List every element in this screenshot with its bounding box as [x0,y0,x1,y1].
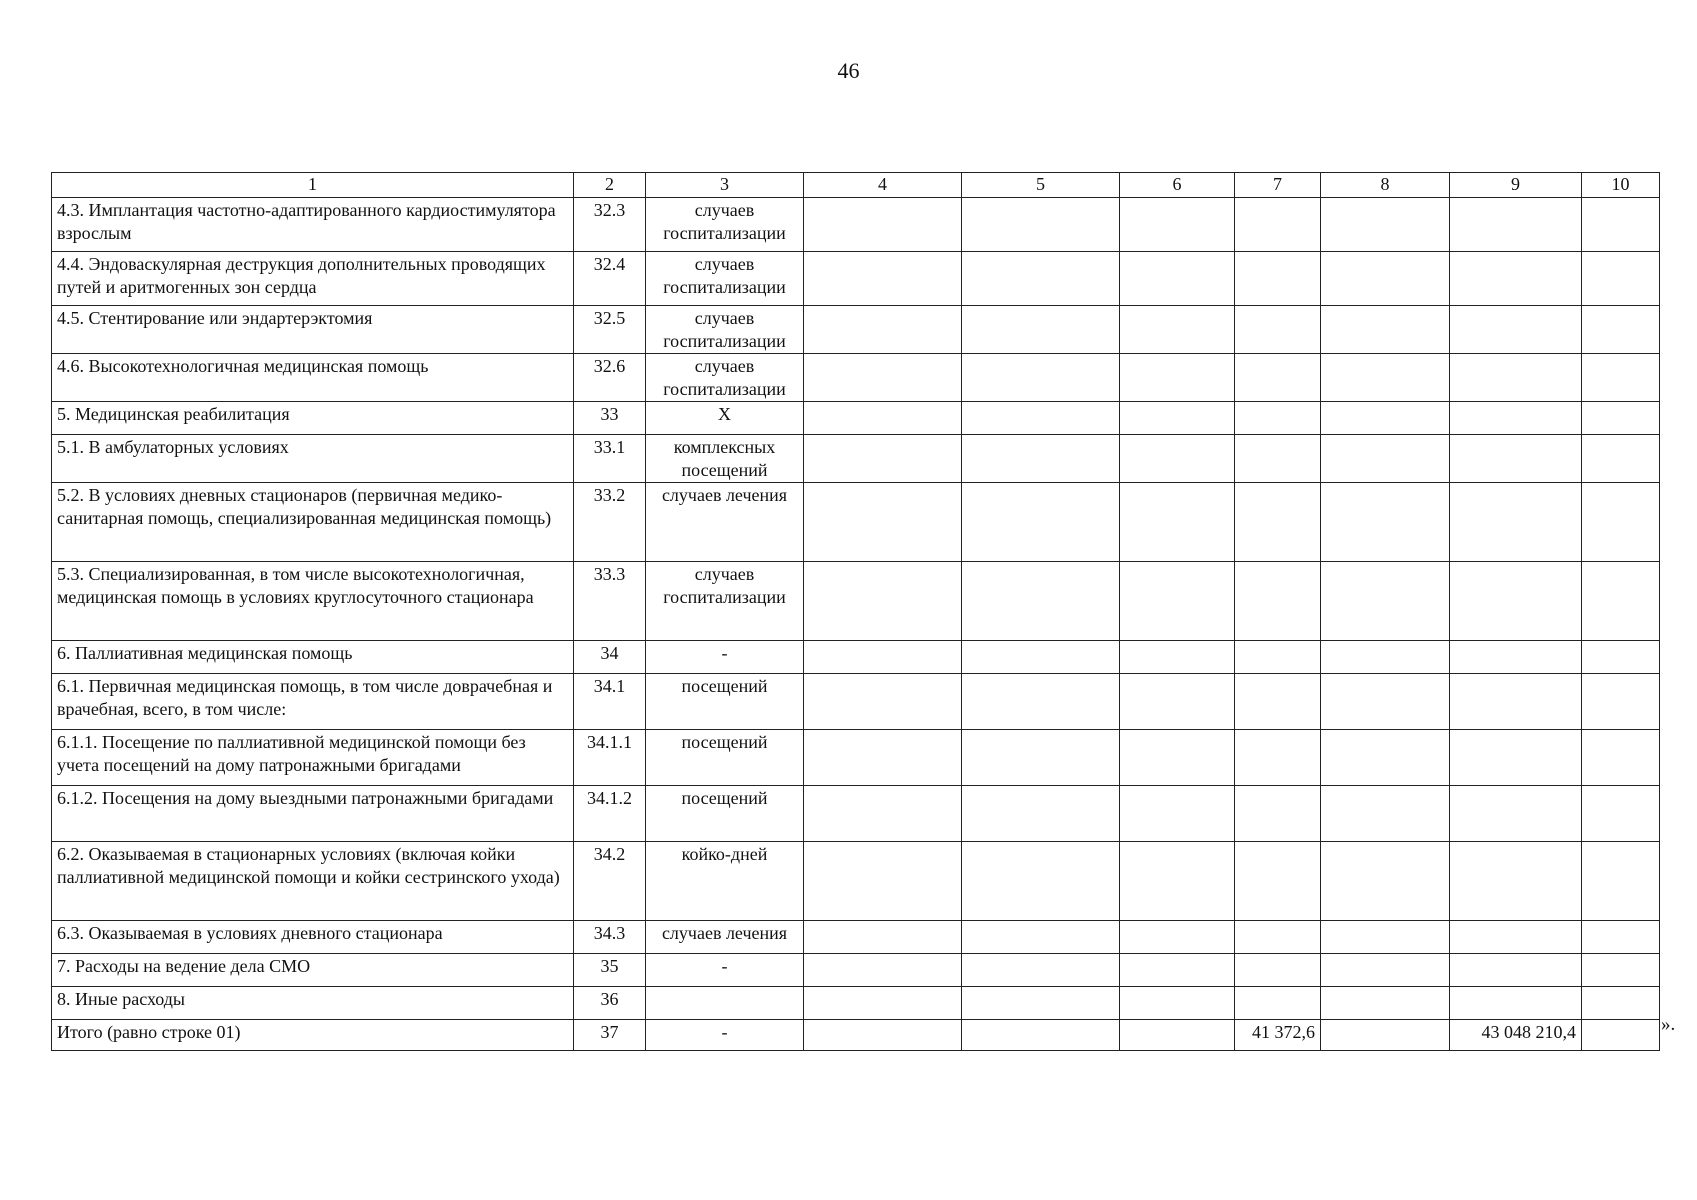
table-row [52,786,1660,842]
row-unit: - [646,641,804,674]
cell-col-10 [1582,483,1660,562]
cell-col-4 [804,435,962,483]
cell-col-9 [1450,987,1582,1020]
row-code: 32.5 [574,306,646,354]
column-number-row [52,173,1660,198]
table-row [52,987,1660,1020]
cell-col-10 [1582,921,1660,954]
cell-col-8 [1321,786,1450,842]
cell-col-8 [1321,435,1450,483]
cell-col-6 [1120,483,1235,562]
row-unit: посещений [646,674,804,730]
row-code: 35 [574,954,646,987]
row-unit: - [646,1020,804,1051]
cell-col-5 [962,674,1120,730]
row-label: 4.6. Высокотехнологичная медицинская помощь [52,354,574,402]
cell-col-9 [1450,562,1582,641]
cell-col-5 [962,252,1120,306]
row-code: 32.4 [574,252,646,306]
column-number-3: 3 [646,173,804,198]
cell-col-4 [804,674,962,730]
row-code: 33 [574,402,646,435]
row-unit: койко-дней [646,842,804,921]
cell-col-9 [1450,306,1582,354]
cell-col-9 [1450,674,1582,730]
row-code: 34.1.1 [574,730,646,786]
cell-col-9 [1450,483,1582,562]
cell-col-8 [1321,306,1450,354]
row-label: 8. Иные расходы [52,987,574,1020]
cell-col-10 [1582,354,1660,402]
column-number-2: 2 [574,173,646,198]
row-label: 5.3. Специализированная, в том числе высокотехнологичная, медицинская помощь в условиях круглосуточного стационара [52,562,574,641]
cell-col-7 [1235,641,1321,674]
row-unit: Х [646,402,804,435]
cell-col-4 [804,987,962,1020]
row-label: 6. Паллиативная медицинская помощь [52,641,574,674]
cell-col-10 [1582,435,1660,483]
cell-col-4 [804,354,962,402]
table-row [52,483,1660,562]
row-code: 34.1 [574,674,646,730]
cell-col-7 [1235,987,1321,1020]
cell-col-6 [1120,354,1235,402]
cell-col-9 [1450,842,1582,921]
row-unit: случаев госпитализации [646,354,804,402]
row-label: 7. Расходы на ведение дела СМО [52,954,574,987]
cell-col-6 [1120,306,1235,354]
cell-col-8 [1321,562,1450,641]
cell-col-7 [1235,921,1321,954]
cell-col-7 [1235,252,1321,306]
cell-col-4 [804,954,962,987]
cell-col-6 [1120,954,1235,987]
cell-col-7: 41 372,6 [1235,1020,1321,1051]
cell-col-6 [1120,921,1235,954]
cell-col-10 [1582,252,1660,306]
row-code: 32.3 [574,198,646,252]
cell-col-10 [1582,987,1660,1020]
row-unit: случаев госпитализации [646,306,804,354]
cell-col-7 [1235,306,1321,354]
cell-col-10 [1582,641,1660,674]
cell-col-8 [1321,198,1450,252]
row-label: 6.3. Оказываемая в условиях дневного стационара [52,921,574,954]
table-row [52,842,1660,921]
cell-col-7 [1235,674,1321,730]
row-unit: посещений [646,730,804,786]
cell-col-5 [962,354,1120,402]
row-code: 32.6 [574,354,646,402]
cell-col-7 [1235,198,1321,252]
cell-col-7 [1235,730,1321,786]
cell-col-10 [1582,954,1660,987]
cell-col-8 [1321,842,1450,921]
row-label: 6.2. Оказываемая в стационарных условиях (включая койки паллиативной медицинской помощи и койки сестринского ухода) [52,842,574,921]
row-label: 5.2. В условиях дневных стационаров (первичная медико-санитарная помощь, специализированная медицинская помощь) [52,483,574,562]
cell-col-9 [1450,786,1582,842]
cell-col-4 [804,842,962,921]
cell-col-8 [1321,730,1450,786]
cell-col-6 [1120,842,1235,921]
cell-col-8 [1321,987,1450,1020]
cell-col-7 [1235,483,1321,562]
table-row [52,435,1660,483]
cell-col-4 [804,198,962,252]
cell-col-7 [1235,435,1321,483]
row-code: 34.1.2 [574,786,646,842]
row-unit: случаев лечения [646,483,804,562]
column-number-7: 7 [1235,173,1321,198]
table-row [52,562,1660,641]
cell-col-6 [1120,402,1235,435]
cell-col-5 [962,1020,1120,1051]
table-row [52,354,1660,402]
cell-col-6 [1120,252,1235,306]
cell-col-8 [1321,483,1450,562]
cell-col-8 [1321,402,1450,435]
cell-col-8 [1321,921,1450,954]
cell-col-4 [804,786,962,842]
cell-col-6 [1120,641,1235,674]
cell-col-5 [962,921,1120,954]
column-number-9: 9 [1450,173,1582,198]
row-label: 6.1.1. Посещение по паллиативной медицинской помощи без учета посещений на дому патронажными бригадами [52,730,574,786]
cell-col-4 [804,730,962,786]
table-row [52,252,1660,306]
row-unit: случаев лечения [646,921,804,954]
cell-col-8 [1321,354,1450,402]
cell-col-9 [1450,435,1582,483]
cell-col-7 [1235,402,1321,435]
cell-col-10 [1582,786,1660,842]
cell-col-4 [804,562,962,641]
cell-col-9 [1450,402,1582,435]
table-row [52,921,1660,954]
row-code: 36 [574,987,646,1020]
row-code: 34.2 [574,842,646,921]
cell-col-7 [1235,786,1321,842]
cell-col-9 [1450,921,1582,954]
column-number-4: 4 [804,173,962,198]
cell-col-9 [1450,354,1582,402]
column-number-6: 6 [1120,173,1235,198]
cell-col-8 [1321,1020,1450,1051]
row-unit: случаев госпитализации [646,252,804,306]
cell-col-4 [804,402,962,435]
row-label: 4.5. Стентирование или эндартерэктомия [52,306,574,354]
row-label: 5. Медицинская реабилитация [52,402,574,435]
table-row [52,198,1660,252]
cell-col-10 [1582,674,1660,730]
cell-col-8 [1321,252,1450,306]
cell-col-6 [1120,987,1235,1020]
cell-col-4 [804,641,962,674]
cell-col-10 [1582,402,1660,435]
row-code: 34 [574,641,646,674]
cell-col-8 [1321,954,1450,987]
cell-col-8 [1321,674,1450,730]
row-label: Итого (равно строке 01) [52,1020,574,1051]
cell-col-5 [962,483,1120,562]
row-label: 5.1. В амбулаторных условиях [52,435,574,483]
cell-col-6 [1120,786,1235,842]
cell-col-6 [1120,198,1235,252]
financial-table [51,172,1660,1051]
row-unit: случаев госпитализации [646,198,804,252]
closing-quote: ». [1661,1014,1676,1035]
cell-col-4 [804,921,962,954]
cell-col-5 [962,730,1120,786]
cell-col-10 [1582,562,1660,641]
cell-col-5 [962,198,1120,252]
row-code: 33.3 [574,562,646,641]
cell-col-5 [962,435,1120,483]
cell-col-5 [962,562,1120,641]
table-row [52,402,1660,435]
column-number-10: 10 [1582,173,1660,198]
table-row [52,674,1660,730]
cell-col-10 [1582,1020,1660,1051]
cell-col-9: 43 048 210,4 [1450,1020,1582,1051]
cell-col-5 [962,402,1120,435]
table-row [52,730,1660,786]
row-unit [646,987,804,1020]
row-unit: комплексных посещений [646,435,804,483]
cell-col-9 [1450,198,1582,252]
cell-col-9 [1450,730,1582,786]
row-label: 4.4. Эндоваскулярная деструкция дополнительных проводящих путей и аритмогенных зон сердца [52,252,574,306]
table-row [52,306,1660,354]
cell-col-5 [962,987,1120,1020]
column-number-1: 1 [52,173,574,198]
cell-col-7 [1235,954,1321,987]
cell-col-10 [1582,306,1660,354]
cell-col-4 [804,306,962,354]
row-label: 4.3. Имплантация частотно-адаптированного кардиостимулятора взрослым [52,198,574,252]
cell-col-6 [1120,1020,1235,1051]
column-number-8: 8 [1321,173,1450,198]
table-row [52,641,1660,674]
cell-col-5 [962,842,1120,921]
cell-col-5 [962,954,1120,987]
row-unit: посещений [646,786,804,842]
cell-col-9 [1450,954,1582,987]
cell-col-6 [1120,435,1235,483]
table-row [52,954,1660,987]
cell-col-6 [1120,730,1235,786]
cell-col-6 [1120,674,1235,730]
row-code: 37 [574,1020,646,1051]
cell-col-7 [1235,354,1321,402]
cell-col-4 [804,1020,962,1051]
row-unit: случаев госпитализации [646,562,804,641]
row-label: 6.1. Первичная медицинская помощь, в том числе доврачебная и врачебная, всего, в том числе: [52,674,574,730]
row-code: 33.1 [574,435,646,483]
cell-col-4 [804,252,962,306]
cell-col-10 [1582,730,1660,786]
row-code: 34.3 [574,921,646,954]
table-row [52,1020,1660,1051]
cell-col-9 [1450,641,1582,674]
cell-col-5 [962,641,1120,674]
row-code: 33.2 [574,483,646,562]
cell-col-4 [804,483,962,562]
page-number: 46 [837,58,860,83]
cell-col-9 [1450,252,1582,306]
row-label: 6.1.2. Посещения на дому выездными патронажными бригадами [52,786,574,842]
cell-col-8 [1321,641,1450,674]
cell-col-5 [962,786,1120,842]
cell-col-7 [1235,842,1321,921]
cell-col-7 [1235,562,1321,641]
cell-col-10 [1582,842,1660,921]
cell-col-6 [1120,562,1235,641]
cell-col-5 [962,306,1120,354]
column-number-5: 5 [962,173,1120,198]
row-unit: - [646,954,804,987]
cell-col-10 [1582,198,1660,252]
